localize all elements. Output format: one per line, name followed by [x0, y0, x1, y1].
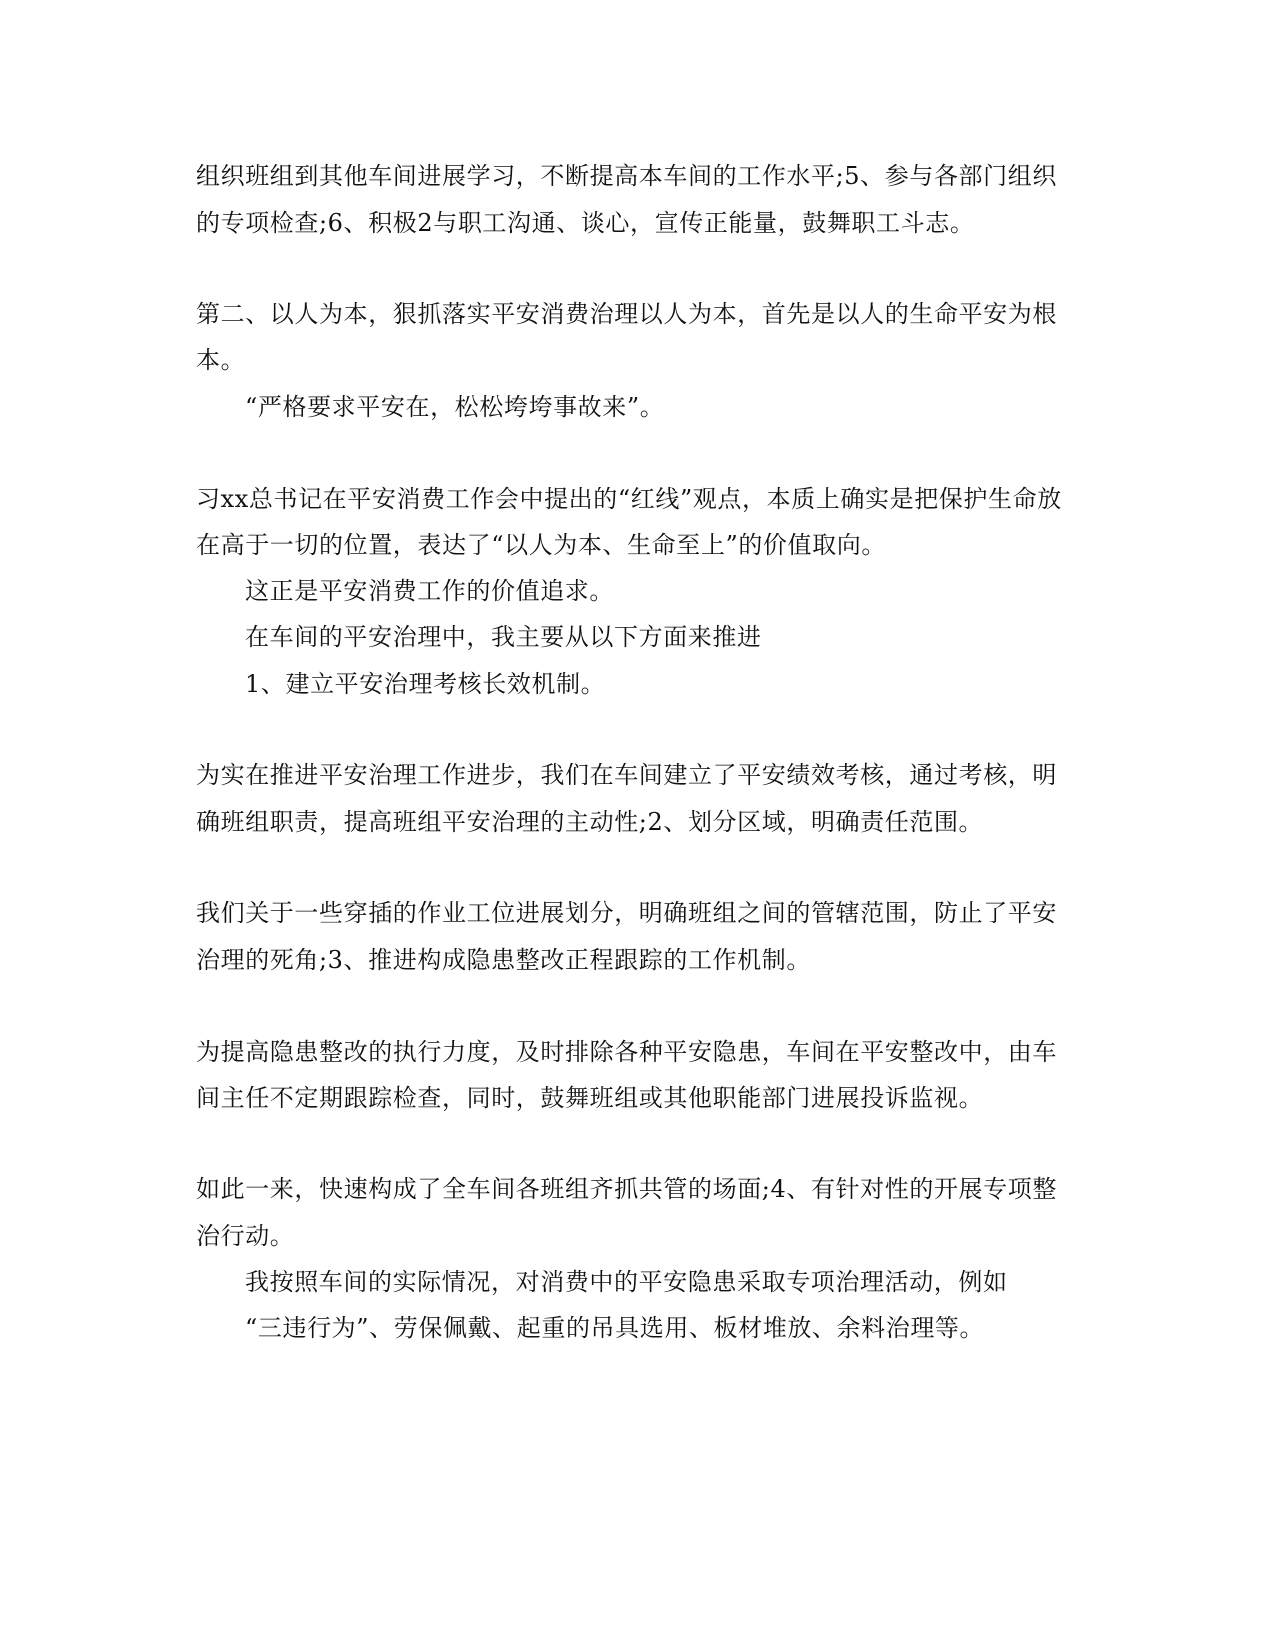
text-line: 在高于一切的位置，表达了“以人为本、生命至上”的价值取向。: [196, 531, 886, 559]
text-line: 的专项检查;6、积极2与职工沟通、谈心，宣传正能量，鼓舞职工斗志。: [196, 209, 975, 237]
text-line: 第二、以人为本，狠抓落实平安消费治理以人为本，首先是以人的生命平安为根: [196, 300, 1057, 328]
text-line: 习xx总书记在平安消费工作会中提出的“红线”观点，本质上确实是把保护生命放: [196, 485, 1062, 513]
text-line: 治行动。: [196, 1222, 295, 1250]
text-line: 我按照车间的实际情况，对消费中的平安隐患采取专项治理活动，例如: [245, 1268, 1008, 1296]
text-line: 这正是平安消费工作的价值追求。: [245, 577, 614, 605]
text-line: “三违行为”、劳保佩戴、起重的吊具选用、板材堆放、余料治理等。: [245, 1314, 985, 1342]
text-line: “严格要求平安在，松松垮垮事故来”。: [245, 393, 665, 421]
text-line: 我们关于一些穿插的作业工位进展划分，明确班组之间的管辖范围，防止了平安: [196, 899, 1057, 927]
text-line: 组织班组到其他车间进展学习，不断提高本车间的工作水平;5、参与各部门组织: [196, 162, 1057, 190]
text-line: 为提高隐患整改的执行力度，及时排除各种平安隐患，车间在平安整改中，由车: [196, 1038, 1057, 1066]
text-line: 1、建立平安治理考核长效机制。: [245, 670, 606, 698]
text-line: 确班组职责，提高班组平安治理的主动性;2、划分区域，明确责任范围。: [196, 808, 984, 836]
text-line: 在车间的平安治理中，我主要从以下方面来推进: [245, 623, 762, 651]
text-line: 间主任不定期跟踪检查，同时，鼓舞班组或其他职能部门进展投诉监视。: [196, 1084, 984, 1112]
text-line: 治理的死角;3、推进构成隐患整改正程跟踪的工作机制。: [196, 946, 811, 974]
text-line: 本。: [196, 346, 246, 374]
text-line: 为实在推进平安治理工作进步，我们在车间建立了平安绩效考核，通过考核，明: [196, 761, 1057, 789]
text-line: 如此一来，快速构成了全车间各班组齐抓共管的场面;4、有针对性的开展专项整: [196, 1175, 1057, 1203]
